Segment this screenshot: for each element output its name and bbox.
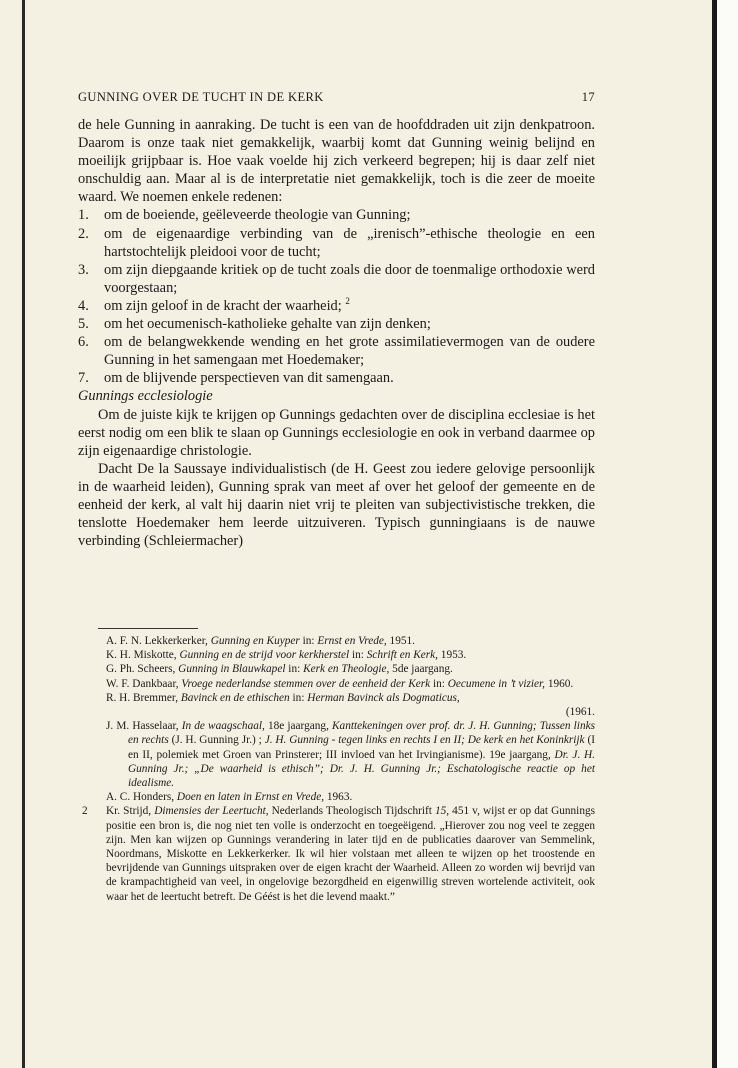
list-text: om het oecumenisch-katholieke gehalte van zijn denken;: [104, 316, 431, 333]
footnotes: [78, 634, 595, 904]
running-head: [78, 90, 595, 105]
footnote-rule: [98, 628, 198, 629]
reference-item: A. C. Honders, Doen en laten in Ernst en Vrede, 1963.: [106, 791, 353, 804]
list-number: 4.: [78, 297, 89, 314]
reference-item: G. Ph. Scheers, Gunning in Blauwkapel in: Kerk en Theologie, 5de jaargang.: [106, 663, 453, 676]
section-heading: Gunnings ecclesiologie: [78, 388, 213, 405]
list-text: om de eigenaardige verbinding van de „irenisch”-ethische theologie en een hartstochtelijk pleidooi voor de tucht;: [104, 225, 595, 260]
scan-left-edge: [22, 0, 25, 1068]
reference-list: [78, 634, 595, 804]
reference-year: (1961.: [565, 706, 595, 719]
list-number: 6.: [78, 334, 89, 351]
reference-item: W. F. Dankbaar, Vroege nederlandse stemmen over de eenheid der Kerk in: Oecumene in ’t vizier, 1960.: [106, 677, 574, 690]
list-text: om de boeiende, geëleveerde theologie van Gunning;: [104, 207, 411, 224]
footnote-ref: 2: [345, 296, 350, 307]
reasons-list: [78, 206, 595, 387]
list-text: om zijn geloof in de kracht der waarheid;: [104, 297, 342, 314]
reference-item: K. H. Miskotte, Gunning en de strijd voor kerkherstel in: Schrift en Kerk, 1953.: [106, 649, 467, 662]
list-text: om de blijvende perspectieven van dit samengaan.: [104, 370, 394, 387]
list-item: [78, 315, 595, 333]
list-item: [78, 261, 595, 297]
list-text: om de belangwekkende wending en het grote assimilatievermogen van de oudere Gunning in het samengaan met Hoedemaker;: [104, 334, 595, 369]
list-item: [78, 225, 595, 261]
body-text: [78, 116, 595, 550]
list-number: 1.: [78, 207, 89, 224]
list-number: 5.: [78, 316, 89, 333]
scan-margin: [717, 0, 738, 1068]
list-item: [78, 369, 595, 387]
footnote-marker: 2: [82, 805, 88, 818]
list-number: 2.: [78, 225, 89, 242]
intro-paragraph: de hele Gunning in aanraking. De tucht is een van de hoofddraden uit zijn denkpatroon. Daarom is onze taak niet gemakkelijk, waarbij komt dat Gunning weinig belijnd en moeilijk grijpbaar is. Hoe vaak voelde hij zich verkeerd begrepen; hij is daar zelf niet onschuldig aan. Maar al is de interpretatie niet gemakkelijk, toch is die zeer de moeite waard. We noemen enkele redenen:: [78, 117, 595, 206]
list-item: [78, 333, 595, 369]
page-number: 17: [581, 90, 595, 104]
list-item: [78, 297, 595, 315]
reference-item: J. M. Hasselaar, In de waagschaal, 18e jaargang, Kanttekeningen over prof. dr. J. H. Gunning; Tussen links en rechts (J. H. Gunning Jr.) ; J. H. Gunning - tegen links en rechts I en II; De kerk en het Koninkrijk (I en II, polemiek met Groen van Prinsterer; III invloed van het Irvingianisme). 19e jaargang, Dr. J. H. Gunning Jr.; „De waarheid is ethisch”; Dr. J. H. Gunning Jr.; Eschatologische reactie op het idealisme.: [106, 720, 595, 790]
running-title: GUNNING OVER DE TUCHT IN DE KERK: [78, 90, 324, 104]
paragraph-2: Dacht De la Saussaye individualistisch (de H. Geest zou iedere gelovige persoonlijk in de waarheid leiden), Gunning sprak van meet af over het geloof der gemeente en de eenheid der kerk, al valt hij daarin niet vrij te pleiten van subjectivistische trekken, die tenslotte Hoedemaker hem leerde uitzuiveren. Typisch gunningiaans is de nauwe verbinding (Schleiermacher): [78, 460, 595, 550]
list-text: om zijn diepgaande kritiek op de tucht zoals die door de toenmalige orthodoxie werd voorgestaan;: [104, 261, 595, 296]
list-number: 3.: [78, 261, 89, 278]
footnote-2: 2 Kr. Strijd, Dimensies der Leertucht, Nederlands Theologisch Tijdschrift 15, 451 v, wijst er op dat Gunnings positie een bron is, die nog niet ten volle is onderzocht en toegeëigend. „Hierover zou nog veel te zeggen zijn. Men kan wijzen op Gunnings verandering in later tijd en de publicaties daarover van Semmelink, Noordmans, Miskotte en Lekkerkerker. Ik wil hier volstaan met alleen te wijzen op het troostende en bevrijdende van Gunnings uitspraken over de eigen kracht der Waarheid. Alleen zo worden wij bevrijd van de krampachtigheid van veel, in ongelovige bezorgdheid en eigenwillig streven wortelende activiteit, ook waar het de leertucht betreft. De Géést is het die levend maakt.”: [82, 805, 596, 903]
reference-item: A. F. N. Lekkerkerker, Gunning en Kuyper in: Ernst en Vrede, 1951.: [106, 635, 415, 647]
paragraph-1: Om de juiste kijk te krijgen op Gunnings gedachten over de disciplina ecclesiae is het eerst nodig om een blik te slaan op Gunnings ecclesiologie en ook in verband daarmee op zijn eigenaardige christologie.: [78, 406, 595, 459]
list-item: [78, 206, 595, 224]
reference-item: R. H. Bremmer, Bavinck en de ethischen in: Herman Bavinck als Dogmaticus,: [106, 691, 460, 704]
list-number: 7.: [78, 370, 89, 387]
